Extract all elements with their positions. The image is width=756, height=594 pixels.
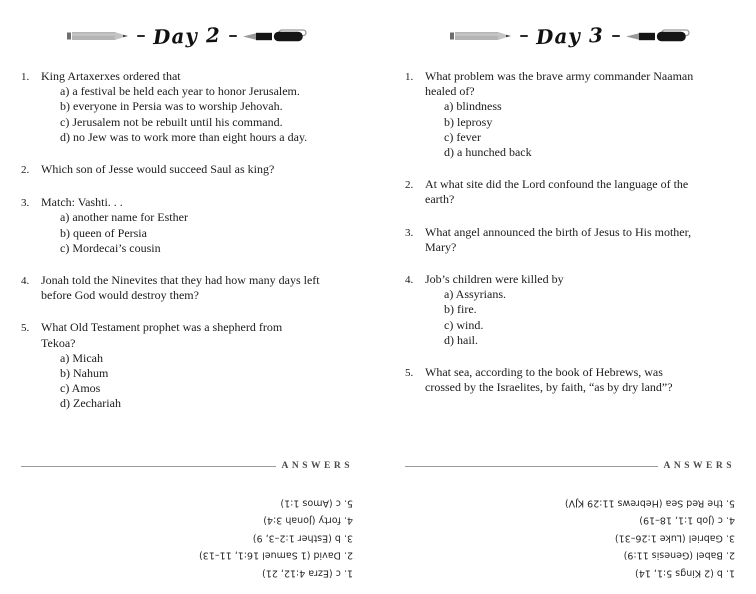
question-text-line: healed of? (425, 84, 475, 99)
answer-line: 1. c (Ezra 4:12, 21) (262, 567, 353, 579)
answer-line: 4. forty (Jonah 3:4) (263, 515, 353, 526)
answer-line: 5. c (Amos 1:1) (280, 497, 353, 509)
dash-ornament (520, 35, 528, 37)
answer-line: 2. Babel (Genesis 11:9) (623, 550, 735, 561)
answers-flipped-block (405, 494, 735, 582)
option-line: a) Assyrians. (444, 287, 506, 302)
question (405, 177, 735, 207)
question-number: 5. (405, 367, 414, 380)
day-title: Day 3 (535, 22, 605, 50)
dash-ornament (137, 35, 145, 37)
option-line: a) a festival be held each year to honor Jerusalem. (60, 84, 300, 99)
option-line: d) Zechariah (60, 396, 121, 411)
answers-flipped-block (21, 494, 353, 582)
question-text-line: crossed by the Israelites, by faith, “as by dry land”? (425, 380, 673, 395)
question (405, 365, 735, 395)
option-line: c) Amos (60, 381, 101, 396)
question-text-line: before God would destroy them? (41, 288, 199, 303)
option-line: b) fire. (444, 302, 477, 317)
question (21, 195, 353, 256)
pen-icon (626, 29, 690, 44)
question-number: 1. (21, 71, 30, 83)
day-2-header (21, 20, 353, 52)
question-text-line: Jonah told the Ninevites that they had how many days left (41, 273, 320, 288)
question (21, 162, 353, 178)
pencil-icon (67, 30, 131, 42)
question-number: 4. (21, 275, 30, 288)
question-text-line: Tekoa? (41, 335, 76, 350)
question (21, 273, 353, 303)
answer-line: 2. David (1 Samuel 16:1, 11–13) (199, 550, 353, 561)
question-list (405, 69, 735, 395)
question-text-line: What Old Testament prophet was a shepherd from (41, 320, 283, 335)
option-line: a) Micah (60, 350, 103, 365)
pencil-icon (450, 30, 514, 42)
option-line: c) Mordecai’s cousin (60, 240, 161, 255)
question-text-line: earth? (425, 192, 455, 207)
answers-divider (21, 461, 353, 471)
question-number: 2. (21, 164, 30, 177)
question-number: 1. (405, 71, 414, 83)
answer-line: 3. Gabriel (Luke 1:26–31) (614, 532, 735, 544)
option-line: c) fever (444, 129, 481, 144)
question (21, 320, 353, 411)
option-line: a) blindness (444, 99, 502, 114)
question-number: 3. (21, 197, 30, 210)
question-text-line: What problem was the brave army commander Naaman (425, 69, 694, 83)
option-line: c) Jerusalem not be rebuilt until his command. (60, 114, 283, 129)
option-line: b) Nahum (60, 366, 109, 381)
option-line: b) leprosy (444, 114, 493, 129)
option-line: d) no Jew was to work more than eight hours a day. (60, 129, 308, 144)
answers-divider (405, 461, 735, 471)
column-day-3 (405, 20, 735, 582)
day-title: Day 2 (152, 22, 222, 50)
question-number: 4. (405, 274, 414, 287)
option-line: b) everyone in Persia was to worship Jehovah. (60, 99, 283, 114)
question-number: 3. (405, 226, 414, 239)
question-text-line: What sea, according to the book of Hebrews, was (425, 365, 663, 380)
question (405, 225, 735, 255)
question-text-line: Which son of Jesse would succeed Saul as king? (41, 162, 275, 177)
question-list (21, 69, 353, 412)
answers-label: ANSWERS (663, 461, 735, 471)
pen-icon (243, 29, 307, 44)
question-text-line: What angel announced the birth of Jesus to His mother, (425, 224, 692, 239)
answer-line: 4. c (Job 1:1, 18–19) (639, 515, 735, 526)
question-text-line: Mary? (425, 239, 457, 254)
question-text-line: King Artaxerxes ordered that (41, 69, 181, 83)
option-line: d) hail. (444, 332, 478, 347)
answer-line: 3. b (Esther 1:2–3, 9) (252, 532, 353, 544)
question-text-line: Match: Vashti. . . (41, 195, 123, 210)
divider-line (21, 466, 276, 467)
option-line: c) wind. (444, 317, 484, 332)
question (21, 69, 353, 145)
dash-ornament (612, 35, 620, 37)
day-3-header (405, 20, 735, 52)
dash-ornament (229, 35, 237, 37)
answer-line: 5. the Red Sea (Hebrews 11:29 KJV) (564, 497, 735, 509)
answer-line: 1. b (2 Kings 5:1, 14) (635, 567, 735, 579)
question-number: 5. (21, 322, 30, 335)
question (405, 69, 735, 160)
option-line: a) another name for Esther (60, 210, 188, 225)
divider-line (405, 466, 658, 467)
option-line: d) a hunched back (444, 145, 532, 160)
question-text-line: Job’s children were killed by (425, 272, 564, 287)
question-number: 2. (405, 179, 414, 192)
option-line: b) queen of Persia (60, 225, 147, 240)
question (405, 272, 735, 348)
question-text-line: At what site did the Lord confound the language of the (425, 177, 689, 192)
column-day-2 (21, 20, 353, 582)
answers-label: ANSWERS (281, 461, 353, 471)
